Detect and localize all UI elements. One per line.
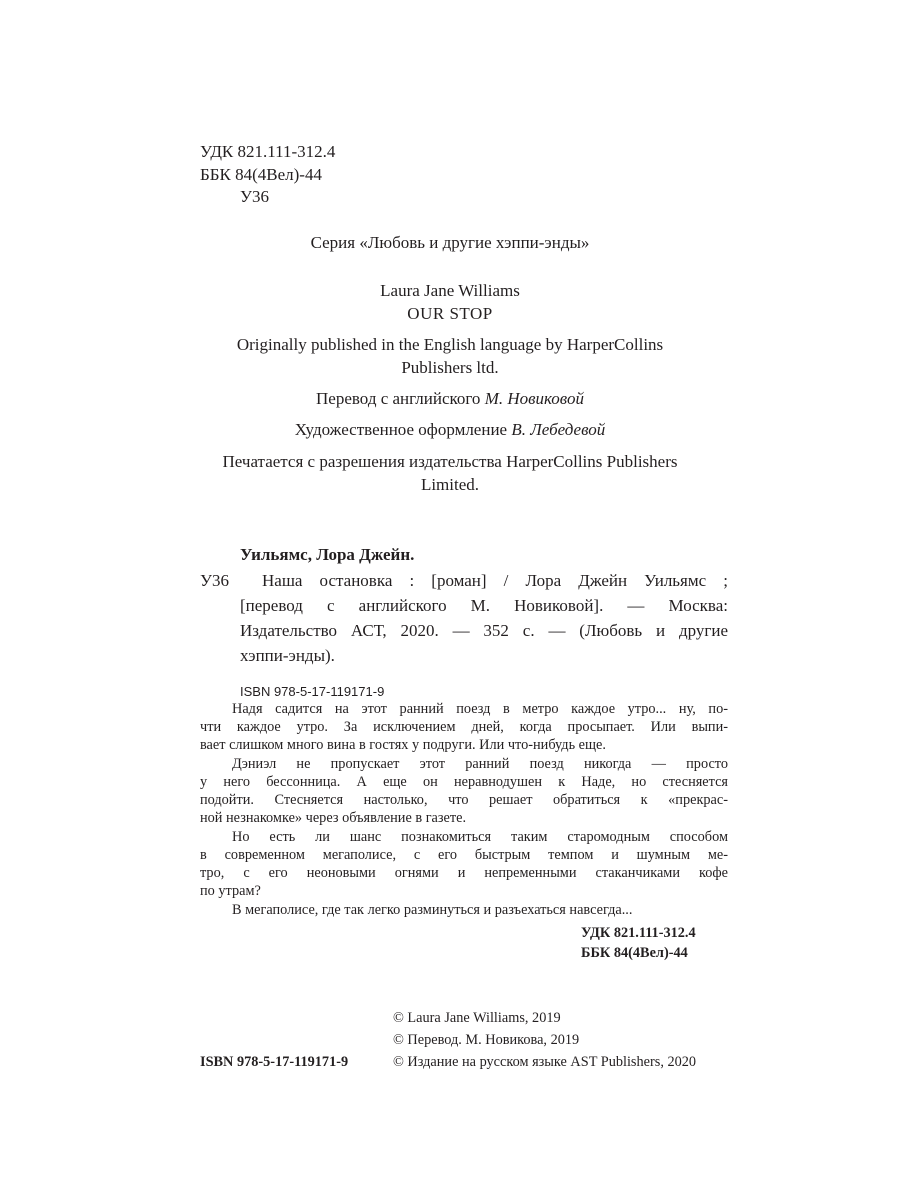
translation-credit xyxy=(0,389,900,409)
isbn-bottom: ISBN 978-5-17-119171-9 xyxy=(200,1054,349,1070)
annotation-udk: УДК 821.111-312.4 xyxy=(581,925,696,941)
translator-name: М. Новиковой xyxy=(484,389,584,408)
annotation-line: у него бессонница. А еще он неравнодушен к Наде, но стесняется xyxy=(200,774,728,790)
permission-line-2: Limited. xyxy=(420,475,480,494)
original-line-2: Publishers ltd. xyxy=(401,358,499,377)
annotation-line: Но есть ли шанс познакомиться таким старомодным способом xyxy=(232,829,728,845)
annotation-line: в современном мегаполисе, с его быстрым темпом и шумным ме- xyxy=(200,847,728,863)
catalog-author: Уильямс, Лора Джейн. xyxy=(240,545,415,564)
catalog-line: хэппи-энды). xyxy=(240,646,335,665)
original-line-1: Originally published in the English language by HarperCollins xyxy=(236,335,664,354)
design-label: Художественное оформление xyxy=(294,420,508,439)
catalog-line: Издательство АСТ, 2020. — 352 с. — (Любовь и другие xyxy=(240,621,728,640)
author-en: Laura Jane Williams xyxy=(380,281,520,300)
copyright-author: © Laura Jane Williams, 2019 xyxy=(393,1010,561,1026)
catalog-line: [перевод с английского М. Новиковой]. — Москва: xyxy=(240,596,728,615)
annotation-line: Надя садится на этот ранний поезд в метро каждое утро... ну, по- xyxy=(232,701,728,717)
title-en: OUR STOP xyxy=(407,304,493,323)
design-credit xyxy=(0,420,900,440)
translation-label: Перевод с английского xyxy=(316,389,481,408)
annotation-bbk: ББК 84(4Вел)-44 xyxy=(581,945,688,961)
copyright-edition: © Издание на русском языке AST Publishers, 2020 xyxy=(393,1054,697,1070)
annotation-line: подойти. Стесняется настолько, что решает обратиться к «прекрас- xyxy=(200,792,728,808)
designer-name: В. Лебедевой xyxy=(511,420,606,439)
annotation-line: по утрам? xyxy=(200,883,261,899)
annotation-line: ной незнакомке» через объявление в газете. xyxy=(200,810,467,826)
copyright-translation: © Перевод. М. Новикова, 2019 xyxy=(393,1032,580,1048)
catalog-isbn: ISBN 978-5-17-119171-9 xyxy=(240,684,385,699)
author-mark: У36 xyxy=(240,187,270,206)
catalog-line: Наша остановка : [роман] / Лора Джейн Уильямс ; xyxy=(262,571,728,590)
annotation-line: вает слишком много вина в гостях у подруги. Или что-нибудь еще. xyxy=(200,737,606,753)
udk-code: УДК 821.111-312.4 xyxy=(200,142,336,161)
annotation-line: тро, с его неоновыми огнями и непременными стаканчиками кофе xyxy=(200,865,728,881)
annotation-line: В мегаполисе, где так легко разминуться и разъехаться навсегда... xyxy=(232,902,633,918)
bbk-code: ББК 84(4Вел)-44 xyxy=(200,165,322,184)
permission-line-1: Печатается с разрешения издательства HarperCollins Publishers xyxy=(222,452,678,471)
annotation-line: Дэниэл не пропускает этот ранний поезд никогда — просто xyxy=(232,756,728,772)
catalog-code: У36 xyxy=(200,571,230,590)
series: Серия «Любовь и другие хэппи-энды» xyxy=(310,233,590,252)
annotation-line: чти каждое утро. За исключением дней, когда просыпает. Или выпи- xyxy=(200,719,728,735)
